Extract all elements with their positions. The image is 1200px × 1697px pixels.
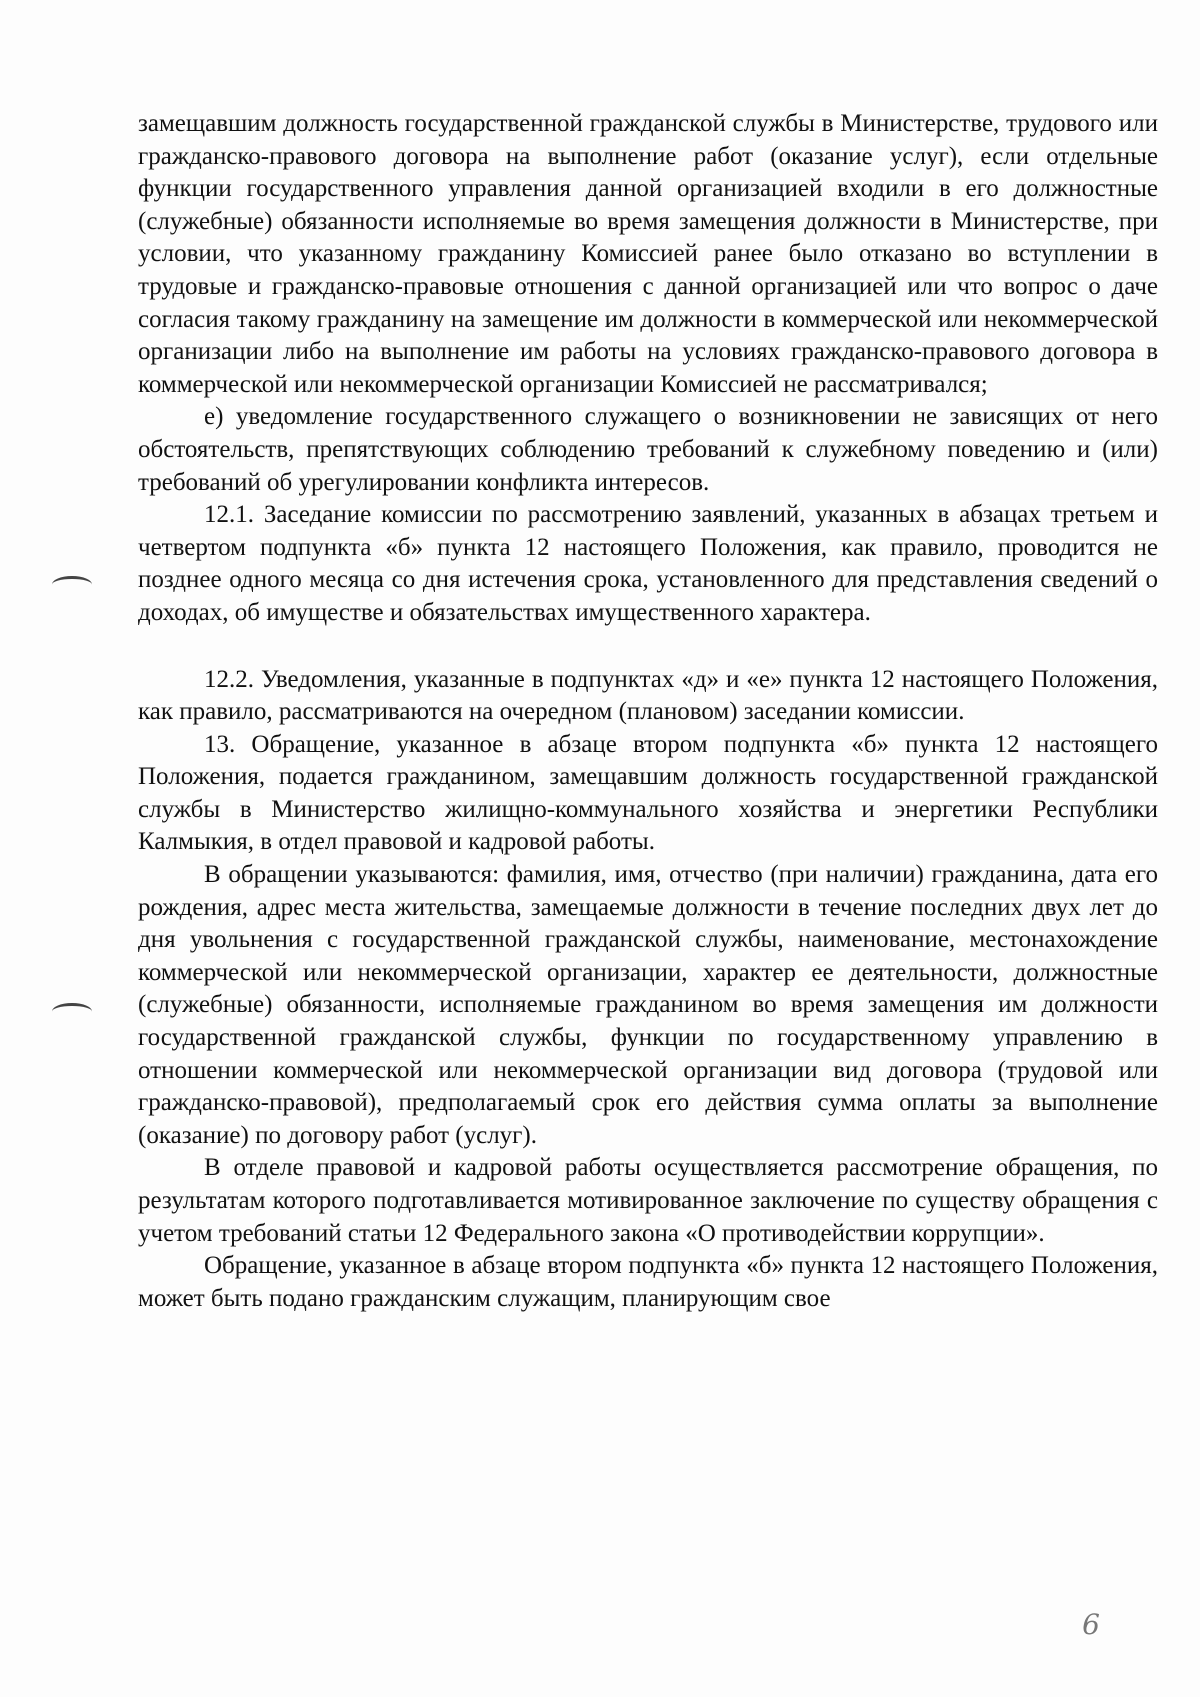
paragraph-appeal-early-submission: Обращение, указанное в абзаце втором подпункта «б» пункта 12 настоящего Положения, может быть подано гражданским служащим, планирующим свое: [138, 1252, 1158, 1312]
binding-hole-mark-bottom: [52, 1003, 92, 1020]
binding-hole-mark-top: [52, 576, 92, 593]
page-number: 6: [1082, 1608, 1100, 1641]
document-body: [138, 108, 1158, 1315]
paragraph-appeal-contents: В обращении указываются: фамилия, имя, отчество (при наличии) гражданина, дата его рождения, адрес места жительства, замещаемые должности в течение последних двух лет до дня увольнения с государственной гражданской службы, наименование, местонахождение коммерческой или некоммерческой организации, характер ее деятельности, должностные (служебные) обязанности, исполняемые гражданином во время замещения им должности государственной гражданской службы, функции по государственному управлению в отношении коммерческой или некоммерческой организации вид договора (трудовой или гражданско-правовой), предполагаемый срок его действия сумма оплаты за выполнение (оказание) по договору работ (услуг).: [138, 861, 1158, 1149]
paragraph-appeal-review: В отделе правовой и кадровой работы осуществляется рассмотрение обращения, по результатам которого подготавливается мотивированное заключение по существу обращения с учетом требований статьи 12 Федерального закона «О противодействии коррупции».: [138, 1154, 1158, 1247]
paragraph-12-2: 12.2. Уведомления, указанные в подпунктах «д» и «е» пункта 12 настоящего Положения, как правило, рассматриваются на очередном (плановом) заседании комиссии.: [138, 665, 1158, 726]
paragraph-continuation: замещавшим должность государственной гражданской службы в Министерстве, трудового или гражданско-правового договора на выполнение работ (оказание услуг), если отдельные функции государственного управления данной организацией входили в его должностные (служебные) обязанности исполняемые во время замещения должности в Министерстве, при условии, что указанному гражданину Комиссией ранее было отказано во вступлении в трудовые и гражданско-правовые отношения с данной организацией или что вопрос о даче согласия такому гражданину на замещение им должности в коммерческой или некоммерческой организации либо на выполнение им работы на условиях гражданско-правового договора в коммерческой или некоммерческой организации Комиссией не рассматривался;: [138, 110, 1158, 398]
paragraph-12-1: 12.1. Заседание комиссии по рассмотрению заявлений, указанных в абзацах третьем и четвертом подпункта «б» пункта 12 настоящего Положения, как правило, проводится не позднее одного месяца со дня истечения срока, установленного для представления сведений о доходах, об имуществе и обязательствах имущественного характера.: [138, 501, 1158, 626]
paragraph-13: 13. Обращение, указанное в абзаце втором подпункта «б» пункта 12 настоящего Положения, подается гражданином, замещавшим должность государственной гражданской службы в Министерство жилищно-коммунального хозяйства и энергетики Республики Калмыкия, в отдел правовой и кадровой работы.: [138, 730, 1158, 856]
paragraph-item-e: е) уведомление государственного служащего о возникновении не зависящих от него обстоятельств, препятствующих соблюдению требований к служебному поведению и (или) требований об урегулировании конфликта интересов.: [138, 403, 1158, 496]
